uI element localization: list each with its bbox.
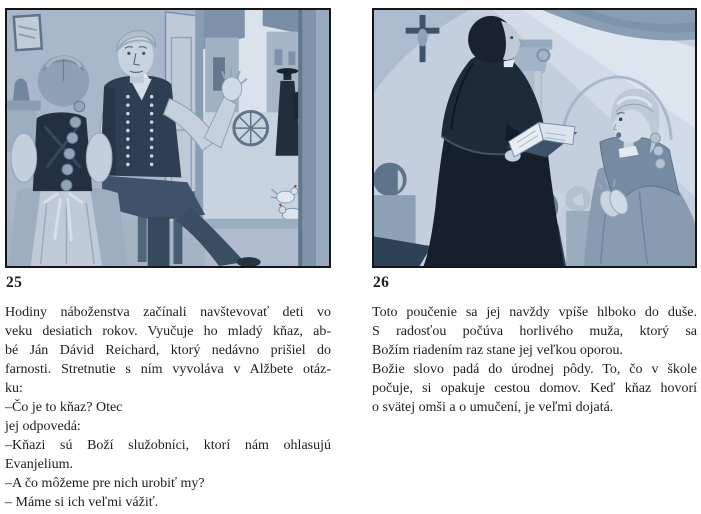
caption-line: o svätej omši a o umučení, je veľmi dojatá. xyxy=(372,400,614,415)
panel-26-caption xyxy=(372,303,697,417)
panel-26-illustration xyxy=(372,8,697,268)
panel-25 xyxy=(5,8,331,512)
caption-line: jej odpovedá: xyxy=(5,419,81,434)
caption-line: veku desiatich rokov. Vyučuje ho mladý kňaz, ab- xyxy=(5,324,331,339)
caption-line: Hodiny náboženstva začínali navštevovať deti vo xyxy=(5,305,331,320)
panel-26 xyxy=(372,8,697,417)
caption-line: –A čo môžeme pre nich urobiť my? xyxy=(5,476,205,491)
caption-line: – Máme si ich veľmi vážiť. xyxy=(5,495,159,510)
caption-line: Toto poučenie sa jej navždy vpíše hlboko do duše. xyxy=(372,305,697,320)
caption-line: bé Ján Dávid Reichard, ktorý nedávno prišiel do xyxy=(5,343,331,358)
panel-26-number: 26 xyxy=(373,274,390,291)
panel-25-caption xyxy=(5,303,331,512)
caption-line: –Čo je to kňaz? Otec xyxy=(5,400,123,415)
caption-line: farnosti. Stretnutie s ním vyvoláva v Alžbete otáz- xyxy=(5,362,331,377)
caption-line: Božím riadením raz stane jej veľkou oporou. xyxy=(372,343,624,358)
caption-line: S radosťou počúva horlivého muža, ktorý sa xyxy=(372,324,697,339)
caption-line: Evanjelium. xyxy=(5,457,74,472)
caption-line: Božie slovo padá do úrodnej pôdy. To, čo v škole xyxy=(372,362,697,377)
illustration-26 xyxy=(374,10,695,266)
caption-line: ku: xyxy=(5,381,23,396)
panel-25-number: 25 xyxy=(6,274,23,291)
caption-line: počuje, si opakuje cestou domov. Keď kňaz hovorí xyxy=(372,381,697,396)
caption-line: –Kňazi sú Boží služobníci, ktorí nám ohlasujú xyxy=(5,438,331,453)
panel-25-illustration xyxy=(5,8,331,268)
illustration-25 xyxy=(7,10,329,266)
